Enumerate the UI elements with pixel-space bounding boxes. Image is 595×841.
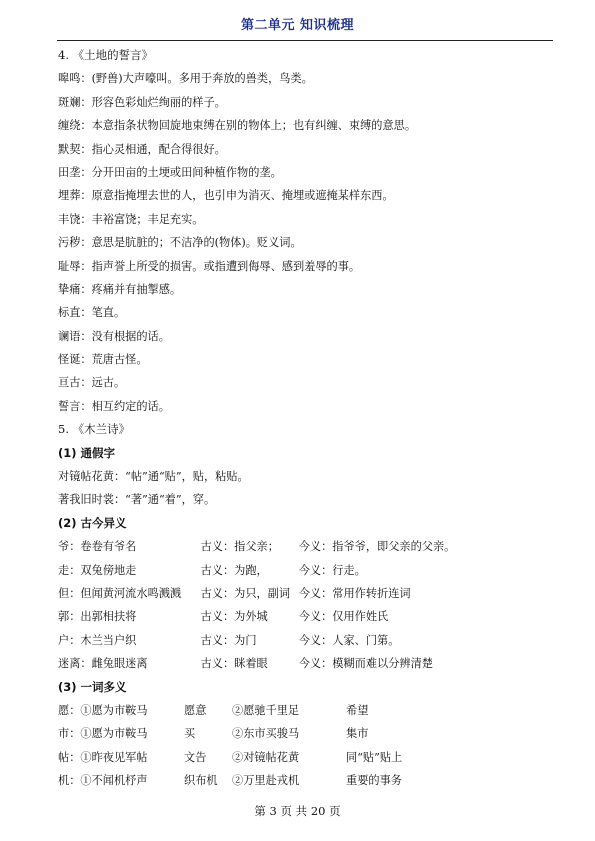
entry: 丰饶：丰裕富饶；丰足充实。	[58, 212, 204, 226]
page-header-title: 第二单元 知识梳理	[240, 18, 355, 33]
yiciduoyi-row	[58, 722, 558, 745]
modern-meaning-cell: 今义：模糊而难以分辨清楚	[298, 657, 433, 671]
sense-1-meaning: 织布机	[184, 774, 218, 788]
tongjiazi-line: 对镜帖花黄：“帖”通“贴”，贴，粘贴。	[58, 470, 249, 484]
document-body	[58, 44, 558, 793]
tongjiazi-line: 著我旧时裳：“著”通“着”，穿。	[58, 493, 216, 507]
ancient-meaning-cell: 古义：为门	[200, 633, 257, 647]
gujinyiyi-row	[58, 559, 558, 582]
yiciduoyi-row	[58, 746, 558, 769]
sense-1-example: 机：①不闻机杼声	[58, 774, 148, 788]
modern-meaning-cell: 今义：仅用作姓氏	[298, 610, 389, 624]
entry: 标直：笔直。	[58, 306, 126, 320]
modern-meaning-cell: 今义：指爷爷，即父亲的父亲。	[298, 540, 456, 554]
sense-2-example: ②东市买骏马	[232, 727, 300, 741]
gujinyiyi-row	[58, 535, 558, 558]
ancient-meaning-cell: 古义：为外城	[200, 610, 268, 624]
entry: 挚痛：疼痛并有抽掣感。	[58, 282, 182, 296]
tongjiazi-heading: (1) 通假字	[58, 445, 116, 460]
entry: 亘古：远古。	[58, 376, 126, 390]
ancient-meaning-cell: 古义：为跑，	[200, 563, 268, 577]
sense-2-example: ②愿驰千里足	[232, 703, 300, 717]
sense-1-meaning: 愿意	[184, 703, 207, 717]
entry: 誓言：相互约定的话。	[58, 399, 170, 413]
entry: 田垄：分开田亩的土埂或田间种植作物的垄。	[58, 165, 282, 179]
sense-2-example: ②万里赴戎机	[232, 774, 300, 788]
entry: 缠绕：本意指条状物回旋地束缚在别的物体上；也有纠缠、束缚的意思。	[58, 119, 417, 133]
gujinyiyi-row	[58, 605, 558, 628]
entry: 怪诞：荒唐古怪。	[58, 353, 148, 367]
word-cell: 迷离：雌兔眼迷离	[58, 657, 148, 671]
yiciduoyi-row	[58, 699, 558, 722]
ancient-meaning-cell: 古义：指父亲；	[200, 540, 279, 554]
entry: 默契：指心灵相通，配合得很好。	[58, 142, 226, 156]
entry: 嗥鸣：(野兽)大声嚎叫。多用于奔放的兽类，鸟类。	[58, 72, 313, 86]
sense-1-example: 市：①愿为市鞍马	[58, 727, 148, 741]
yiciduoyi-heading: (3) 一词多义	[58, 679, 127, 694]
gujinyiyi-row	[58, 652, 558, 675]
section-4-title: 4. 《土地的誓言》	[58, 48, 154, 62]
modern-meaning-cell: 今义：人家、门第。	[298, 633, 400, 647]
sense-2-meaning: 希望	[346, 703, 369, 717]
modern-meaning-cell: 今义：常用作转折连词	[298, 586, 411, 600]
word-cell: 走：双兔傍地走	[58, 563, 137, 577]
word-cell: 郭：出郭相扶将	[58, 610, 137, 624]
entry: 斑斓：形容色彩灿烂绚丽的样子。	[58, 95, 226, 109]
sense-2-example: ②对镜帖花黄	[232, 750, 300, 764]
gujinyiyi-heading: (2) 古今异义	[58, 515, 127, 530]
gujinyiyi-row	[58, 582, 558, 605]
sense-1-example: 愿：①愿为市鞍马	[58, 703, 148, 717]
section-5-title: 5. 《木兰诗》	[58, 422, 131, 437]
entry: 埋葬：原意指掩埋去世的人，也引申为消灭、掩埋或遮掩某样东西。	[58, 189, 394, 203]
sense-1-meaning: 文告	[184, 750, 207, 764]
sense-1-meaning: 买	[184, 727, 196, 741]
page-number-footer: 第 3 页 共 20 页	[254, 804, 341, 818]
sense-1-example: 帖：①昨夜见军帖	[58, 750, 148, 764]
word-cell: 但：但闻黄河流水鸣溅溅	[58, 586, 182, 600]
sense-2-meaning: 同“贴”贴上	[346, 750, 403, 764]
section-4-entries	[58, 67, 558, 418]
ancient-meaning-cell: 古义：眯着眼	[200, 657, 268, 671]
yiciduoyi-row	[58, 769, 558, 792]
word-cell: 户：木兰当户织	[58, 633, 137, 647]
entry: 耻辱：指声誉上所受的损害。或指遭到侮辱、感到羞辱的事。	[58, 259, 361, 273]
sense-2-meaning: 重要的事务	[346, 774, 402, 788]
word-cell: 爷：卷卷有爷名	[58, 540, 137, 554]
header-divider	[57, 40, 553, 41]
ancient-meaning-cell: 古义：为只，副词	[200, 586, 291, 600]
modern-meaning-cell: 今义：行走。	[298, 563, 366, 577]
entry: 污秽：意思是肮脏的；不洁净的(物体)。贬义词。	[58, 236, 302, 250]
gujinyiyi-row	[58, 629, 558, 652]
sense-2-meaning: 集市	[346, 727, 369, 741]
entry: 谰语：没有根据的话。	[58, 329, 170, 343]
